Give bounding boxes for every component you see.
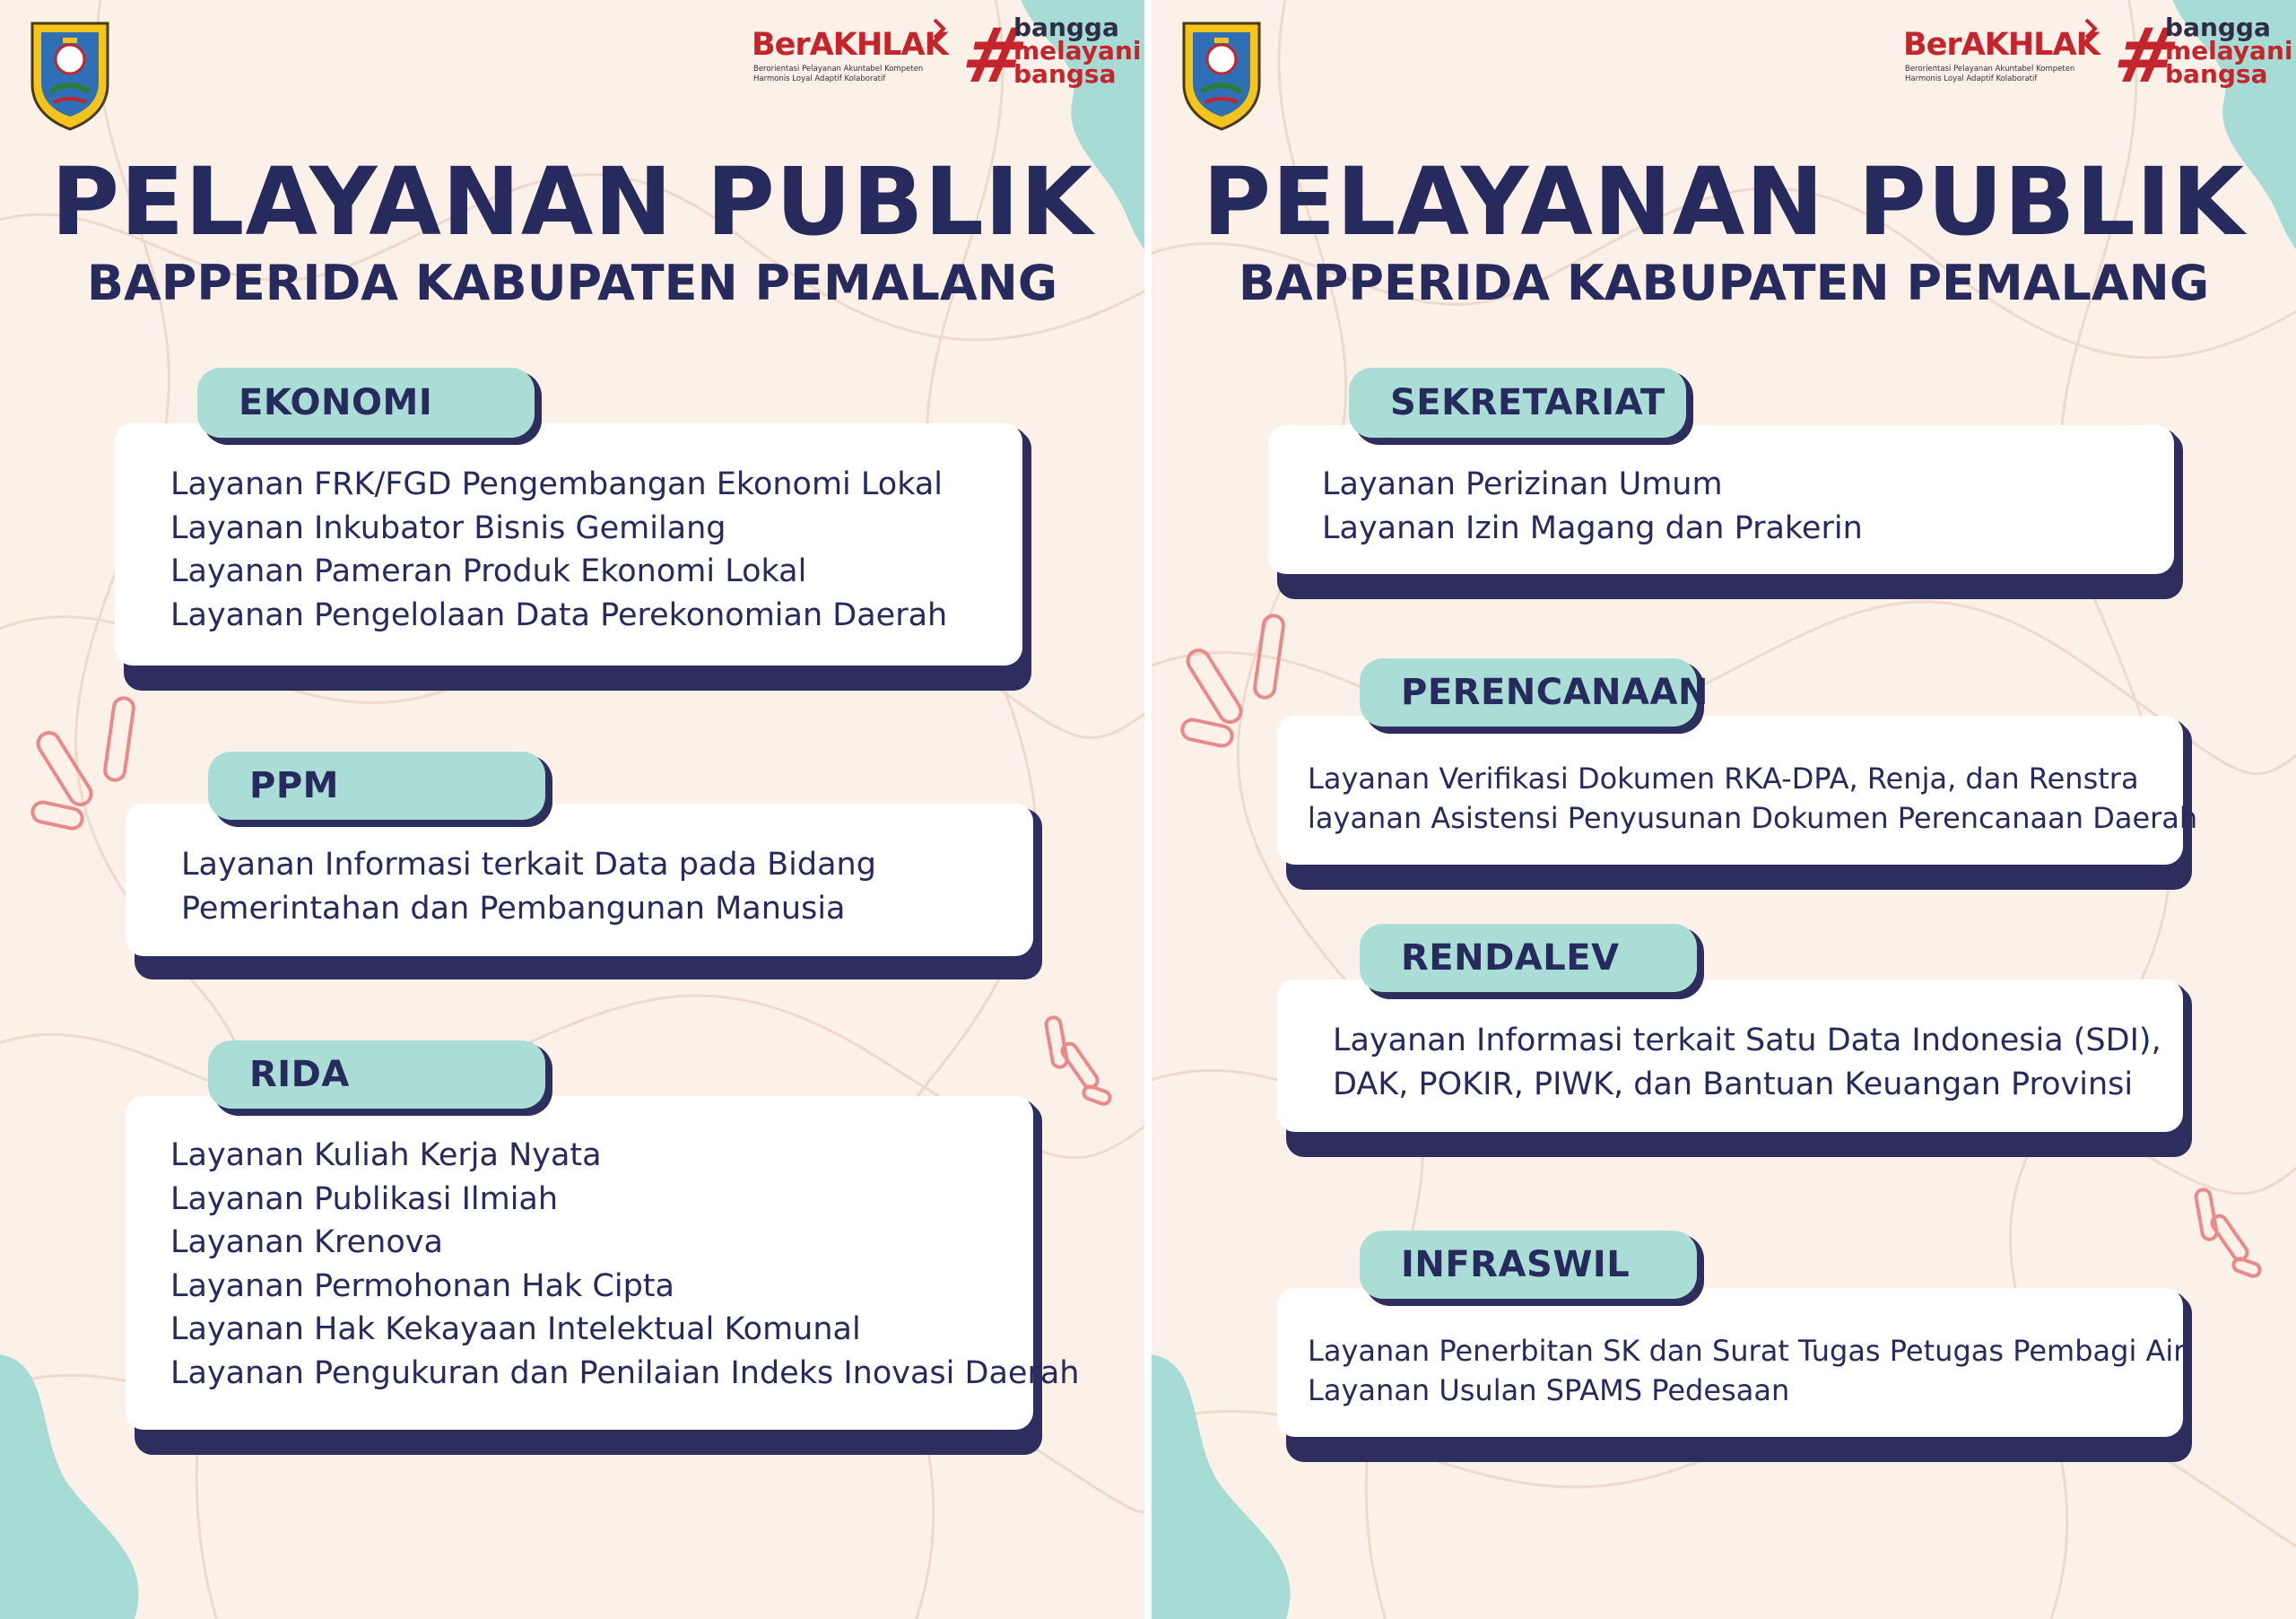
- service-item: Layanan Publikasi Ilmiah: [170, 1180, 559, 1217]
- service-item: Layanan Informasi terkait Data pada Bidang: [181, 847, 876, 883]
- service-item: Layanan Permohonan Hak Cipta: [170, 1267, 674, 1304]
- service-list: [1308, 759, 2197, 838]
- service-item: Layanan Perizinan Umum: [1322, 466, 1723, 502]
- section-tab: [208, 1040, 545, 1109]
- chevron-icon: [931, 16, 949, 43]
- service-item: Layanan Informasi terkait Satu Data Indonesia (SDI),: [1333, 1023, 2161, 1058]
- section-title: PERENCANAAN: [1401, 672, 1709, 713]
- branding-block: [752, 12, 1142, 100]
- service-item: Pemerintahan dan Pembangunan Manusia: [181, 890, 846, 927]
- section-title: RENDALEV: [1401, 937, 1620, 979]
- section-title: INFRASWIL: [1401, 1244, 1631, 1285]
- service-item: Layanan Kuliah Kerja Nyata: [170, 1137, 602, 1173]
- service-item: Layanan Pengukuran dan Penilaian Indeks Inovasi Daerah: [170, 1354, 1080, 1391]
- accent-strokes-icon: [27, 692, 144, 836]
- service-list: [1308, 1331, 2185, 1410]
- pemalang-emblem-icon: [1178, 20, 1265, 131]
- service-item: Layanan Penerbitan SK dan Surat Tugas Petugas Pembagi Air: [1308, 1334, 2186, 1368]
- service-list: [181, 843, 876, 930]
- poster-left: [0, 0, 1144, 1619]
- branding-block: [1903, 12, 2293, 100]
- page-subtitle: BAPPERIDA KABUPATEN PEMALANG: [1238, 255, 2210, 311]
- section-tab: [1349, 368, 1686, 438]
- chevron-icon: [2083, 16, 2100, 43]
- service-item: Layanan Inkubator Bisnis Gemilang: [170, 509, 726, 546]
- section-tab: [1360, 658, 1709, 727]
- service-item: Layanan Verifikasi Dokumen RKA-DPA, Renja, dan Renstra: [1308, 762, 2139, 796]
- accent-strokes-icon: [1177, 610, 1293, 753]
- service-item: Layanan Izin Magang dan Prakerin: [1322, 509, 1863, 546]
- section-title: PPM: [249, 765, 339, 806]
- service-item: layanan Asistensi Penyusunan Dokumen Perencanaan Daerah: [1308, 801, 2198, 835]
- service-item: Layanan FRK/FGD Pengembangan Ekonomi Lokal: [170, 466, 944, 502]
- accent-strokes-icon: [2181, 1186, 2271, 1293]
- service-list: [1322, 463, 1863, 550]
- service-item: Layanan Usulan SPAMS Pedesaan: [1308, 1373, 1790, 1407]
- page-title: PELAYANAN PUBLIK: [1202, 147, 2246, 257]
- section-title: EKONOMI: [239, 382, 433, 423]
- page-title: PELAYANAN PUBLIK: [50, 147, 1094, 257]
- section-tab: [208, 752, 545, 820]
- section-title: SEKRETARIAT: [1390, 382, 1665, 423]
- poster-right: [1152, 0, 2296, 1619]
- service-item: Layanan Pengelolaan Data Perekonomian Daerah: [170, 596, 948, 633]
- hashtag-icon: #: [955, 12, 1035, 100]
- bangga-melayani-bangsa: bangga melayani bangsa: [1013, 13, 1142, 89]
- service-item: Layanan Pameran Produk Ekonomi Lokal: [170, 553, 807, 589]
- berakhlak-logo: BerAKHLAK: [1903, 27, 2100, 63]
- service-list: [170, 1134, 1079, 1395]
- accent-strokes-icon: [1031, 1014, 1121, 1121]
- section-tab: [197, 368, 535, 438]
- berakhlak-tagline: Berorientasi Pelayanan Akuntabel Kompeten Harmonis Loyal Adaptif Kolaboratif: [753, 65, 924, 83]
- pemalang-emblem-icon: [27, 20, 113, 131]
- hashtag-icon: #: [2107, 12, 2187, 100]
- bangga-melayani-bangsa: bangga melayani bangsa: [2165, 13, 2293, 89]
- berakhlak-logo: BerAKHLAK: [752, 27, 948, 63]
- service-item: Layanan Krenova: [170, 1224, 443, 1260]
- service-list: [1333, 1019, 2161, 1106]
- page-subtitle: BAPPERIDA KABUPATEN PEMALANG: [86, 255, 1058, 311]
- service-item: Layanan Hak Kekayaan Intelektual Komunal: [170, 1311, 861, 1347]
- service-list: [170, 463, 947, 637]
- berakhlak-tagline: Berorientasi Pelayanan Akuntabel Kompeten Harmonis Loyal Adaptif Kolaboratif: [1905, 65, 2075, 83]
- section-title: RIDA: [249, 1054, 350, 1095]
- service-item: DAK, POKIR, PIWK, dan Bantuan Keuangan Provinsi: [1333, 1066, 2134, 1102]
- section-tab: [1360, 924, 1697, 992]
- section-tab: [1360, 1231, 1697, 1299]
